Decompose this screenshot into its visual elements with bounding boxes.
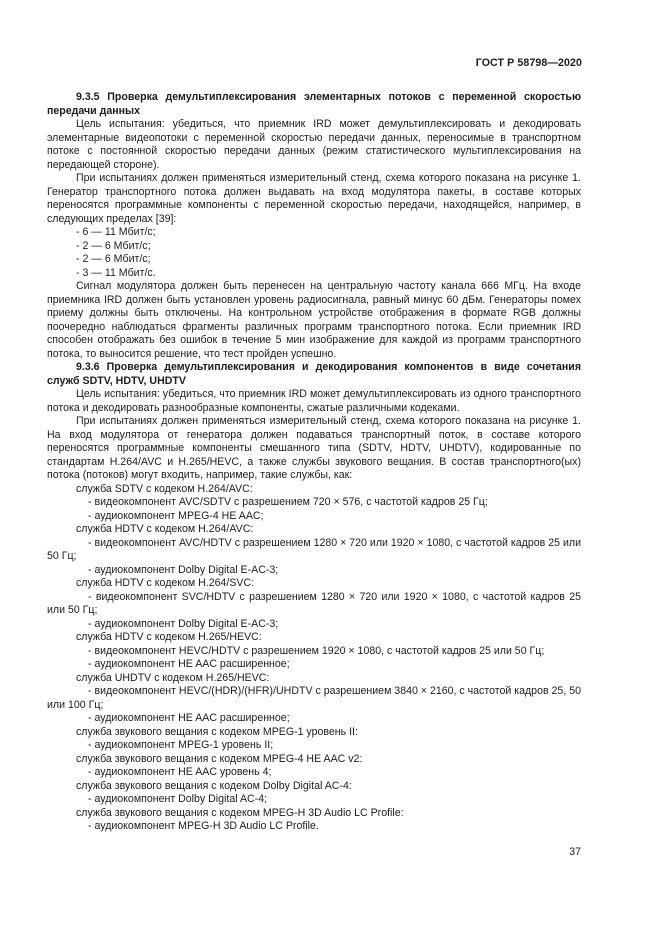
service-name: служба HDTV с кодеком H.265/HEVC: bbox=[76, 631, 262, 643]
paragraph-purpose-9-3-6: Цель испытания: убедиться, что приемник IRD может демультиплексировать из одного транспортного потока и декодировать разнообразные компоненты, сжатые различными кодеками. bbox=[47, 388, 581, 414]
paragraph-setup-9-3-5: При испытаниях должен применяться измерительный стенд, схема которого показана на рисунке 1. Генератор транспортного потока должен выдавать на вход модулятора пакеты, в составе которых переносятся программные компоненты с переменной скоростью передачи, находящейся, например, в следующих пределах [39]: bbox=[47, 172, 581, 225]
service-name: служба звукового вещания с кодеком MPEG-1 уровень II: bbox=[76, 725, 358, 738]
list-item: - 2 — 6 Мбит/с; bbox=[76, 253, 151, 265]
document-id: ГОСТ Р 58798—2020 bbox=[475, 57, 582, 69]
service-component: - аудиокомпонент HE AAC расширенное; bbox=[88, 712, 290, 724]
list-item: - 2 — 6 Мбит/с; bbox=[76, 239, 151, 252]
services-list bbox=[47, 483, 581, 834]
service-component: - видеокомпонент AVC/HDTV с разрешением 1280 × 720 или 1920 × 1080, с частотой кадров 25 или 50 Гц; bbox=[47, 536, 581, 562]
service-name: служба SDTV с кодеком H.264/AVC: bbox=[76, 482, 253, 495]
service-component: - аудиокомпонент HE AAC уровень 4; bbox=[88, 766, 272, 778]
service-name: служба UHDTV с кодеком H.265/HEVC: bbox=[76, 671, 270, 684]
service-component: - аудиокомпонент MPEG-4 HE AAC; bbox=[88, 509, 264, 522]
service-name: служба HDTV с кодеком H.264/AVC: bbox=[76, 523, 254, 535]
service-component: - аудиокомпонент Dolby Digital E-AC-3; bbox=[88, 563, 279, 576]
paragraph-purpose-9-3-5: Цель испытания: убедиться, что приемник IRD может демультиплексировать и декодировать элементарные видеопотоки с переменной скоростью передачи данных, переносимые в транспортном потоке с постоянной скоростью передачи данных (режим статистического мультиплексирования на передающей стороне). bbox=[47, 118, 581, 171]
document-body bbox=[47, 91, 581, 834]
list-item: - 6 — 11 Мбит/с; bbox=[76, 226, 156, 238]
service-name: служба HDTV с кодеком H.264/SVC: bbox=[76, 577, 255, 589]
service-name: служба звукового вещания с кодеком MPEG-4 HE AAC v2: bbox=[76, 752, 363, 765]
service-name: служба звукового вещания с кодеком Dolby Digital AC-4: bbox=[76, 779, 352, 792]
service-component: - аудиокомпонент Dolby Digital AC-4; bbox=[88, 793, 268, 805]
service-component: - видеокомпонент SVC/HDTV с разрешением 1280 × 720 или 1920 × 1080, с частотой кадров 25 или 50 Гц; bbox=[47, 590, 581, 616]
service-component: - видеокомпонент HEVC/HDTV с разрешением 1920 × 1080, с частотой кадров 25 или 50 Гц; bbox=[88, 644, 545, 657]
section-heading-9-3-5: 9.3.5 Проверка демультиплексирования элементарных потоков с переменной скоростью передачи данных bbox=[47, 91, 581, 117]
service-component: - аудиокомпонент MPEG-H 3D Audio LC Profile. bbox=[88, 820, 319, 832]
paragraph-setup-9-3-6: При испытаниях должен применяться измерительный стенд, схема которого показана на рисунке 1. На вход модулятора от генератора должен подаваться транспортный поток, в составе которого переносятся программные компоненты смешанного типа (SDTV, HDTV, UHDTV), кодированные по стандартам H.264/AVC и H.265/HEVC, а также службы звукового вещания. В состав транспортного(ых) потока (потоков) могут входить, например, такие службы, как: bbox=[47, 415, 581, 481]
section-heading-9-3-6: 9.3.6 Проверка демультиплексирования и декодирования компонентов в виде сочетания служб SDTV, HDTV, UHDTV bbox=[47, 361, 581, 387]
service-component: - видеокомпонент HEVC/(HDR)/(HFR)/UHDTV с разрешением 3840 × 2160, с частотой кадров 25, 50 или 100 Гц; bbox=[47, 685, 581, 711]
service-component: - аудиокомпонент Dolby Digital E-AC-3; bbox=[88, 617, 279, 630]
page-number: 37 bbox=[569, 846, 581, 858]
service-component: - видеокомпонент AVC/SDTV с разрешением 720 × 576, с частотой кадров 25 Гц; bbox=[88, 496, 488, 508]
paragraph-procedure-9-3-5: Сигнал модулятора должен быть перенесен на центральную частоту канала 666 МГц. На входе приемника IRD должен быть установлен уровень радиосигнала, равный минус 60 дБм. Генераторы помех приему должны быть отключены. На контрольном устройстве отображения в формате RGB должны поочередно наблюдаться фрагменты различных программ транспортного потока. Если приемник IRD способен отображать без ошибок в течение 5 мин изображение для каждой из программ транспортного потока, то выносится решение, что тест пройден успешно. bbox=[47, 280, 581, 360]
service-component: - аудиокомпонент MPEG-1 уровень II; bbox=[88, 739, 274, 751]
service-name: служба звукового вещания с кодеком MPEG-H 3D Audio LC Profile: bbox=[76, 806, 404, 819]
list-item: - 3 — 11 Мбит/с. bbox=[76, 266, 156, 279]
service-component: - аудиокомпонент HE AAC расширенное; bbox=[88, 658, 290, 670]
